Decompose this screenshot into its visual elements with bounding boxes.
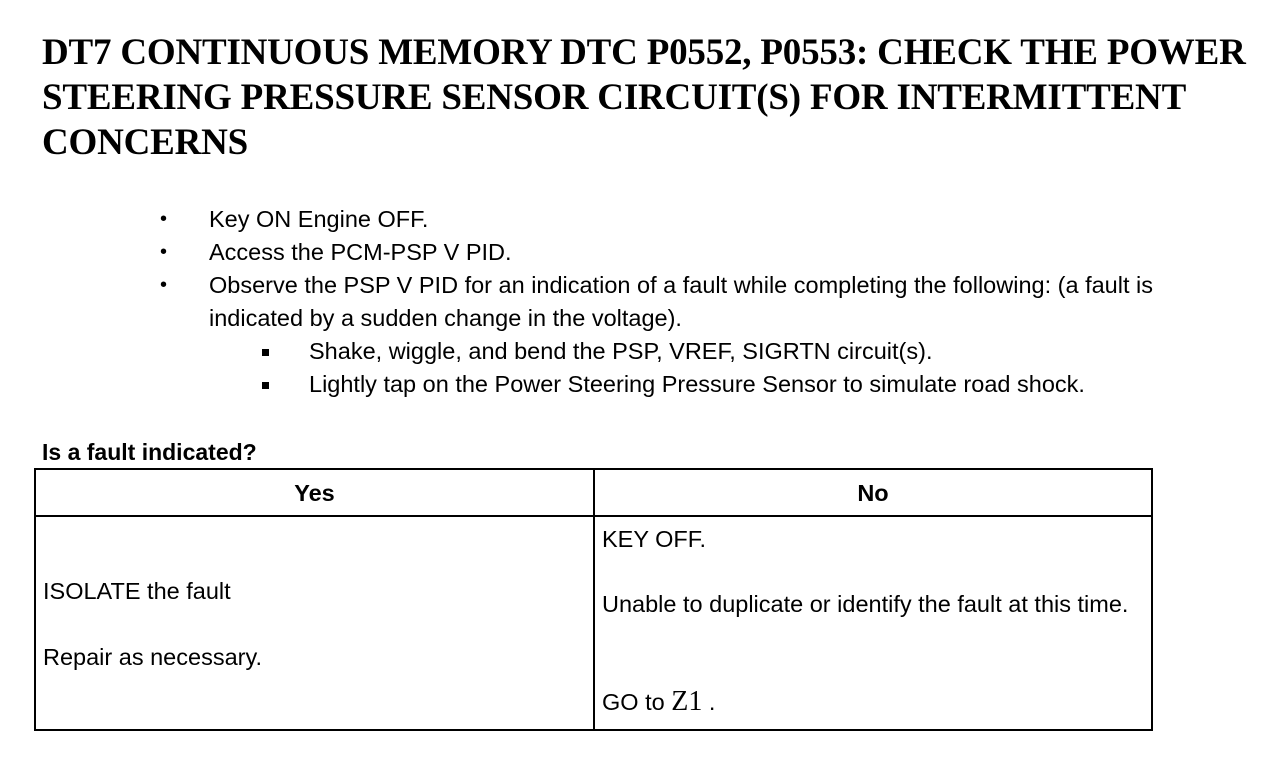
substep-text: Shake, wiggle, and bend the PSP, VREF, SIGRTN circuit(s). xyxy=(309,338,933,364)
page-title: DT7 CONTINUOUS MEMORY DTC P0552, P0553: CHECK THE POWER STEERING PRESSURE SENSOR CIRCUIT(S) FOR INTERMITTENT CONCERNS xyxy=(42,32,1246,163)
step-text: Access the PCM-PSP V PID. xyxy=(209,239,512,265)
substep-item xyxy=(0,368,1280,401)
no-cell xyxy=(594,516,1152,730)
square-bullet-icon xyxy=(262,349,269,356)
step-text: Observe the PSP V PID for an indication of a fault while completing the following: (a fault is indicated by a sudden change in the voltage). xyxy=(209,272,1153,331)
bullet-icon: • xyxy=(160,274,168,296)
step-item xyxy=(0,203,1280,236)
substep-item xyxy=(0,335,1280,368)
goto-z1-link[interactable]: Z1 xyxy=(671,686,703,717)
substep-text: Lightly tap on the Power Steering Pressure Sensor to simulate road shock. xyxy=(309,371,1085,397)
table-header-row xyxy=(35,469,1152,516)
answer-table xyxy=(34,468,1153,731)
bullet-icon: • xyxy=(160,241,168,263)
table-row xyxy=(35,516,1152,730)
yes-header: Yes xyxy=(35,469,594,516)
step-item xyxy=(0,269,1280,335)
yes-cell xyxy=(35,516,594,730)
isolate-fault-text: ISOLATE the fault xyxy=(43,578,231,604)
bullet-icon: • xyxy=(160,208,168,230)
repair-text: Repair as necessary. xyxy=(43,644,262,670)
goto-suffix: . xyxy=(708,689,716,715)
fault-question: Is a fault indicated? xyxy=(42,439,257,465)
unable-duplicate-text: Unable to duplicate or identify the fault at this time. xyxy=(602,591,1129,617)
key-off-text: KEY OFF. xyxy=(602,526,707,552)
step-item xyxy=(0,236,1280,269)
procedure-steps xyxy=(0,203,1280,401)
goto-prefix: GO to xyxy=(602,689,665,715)
square-bullet-icon xyxy=(262,382,269,389)
goto-line xyxy=(602,686,715,718)
no-header: No xyxy=(594,469,1152,516)
step-text: Key ON Engine OFF. xyxy=(209,206,429,232)
